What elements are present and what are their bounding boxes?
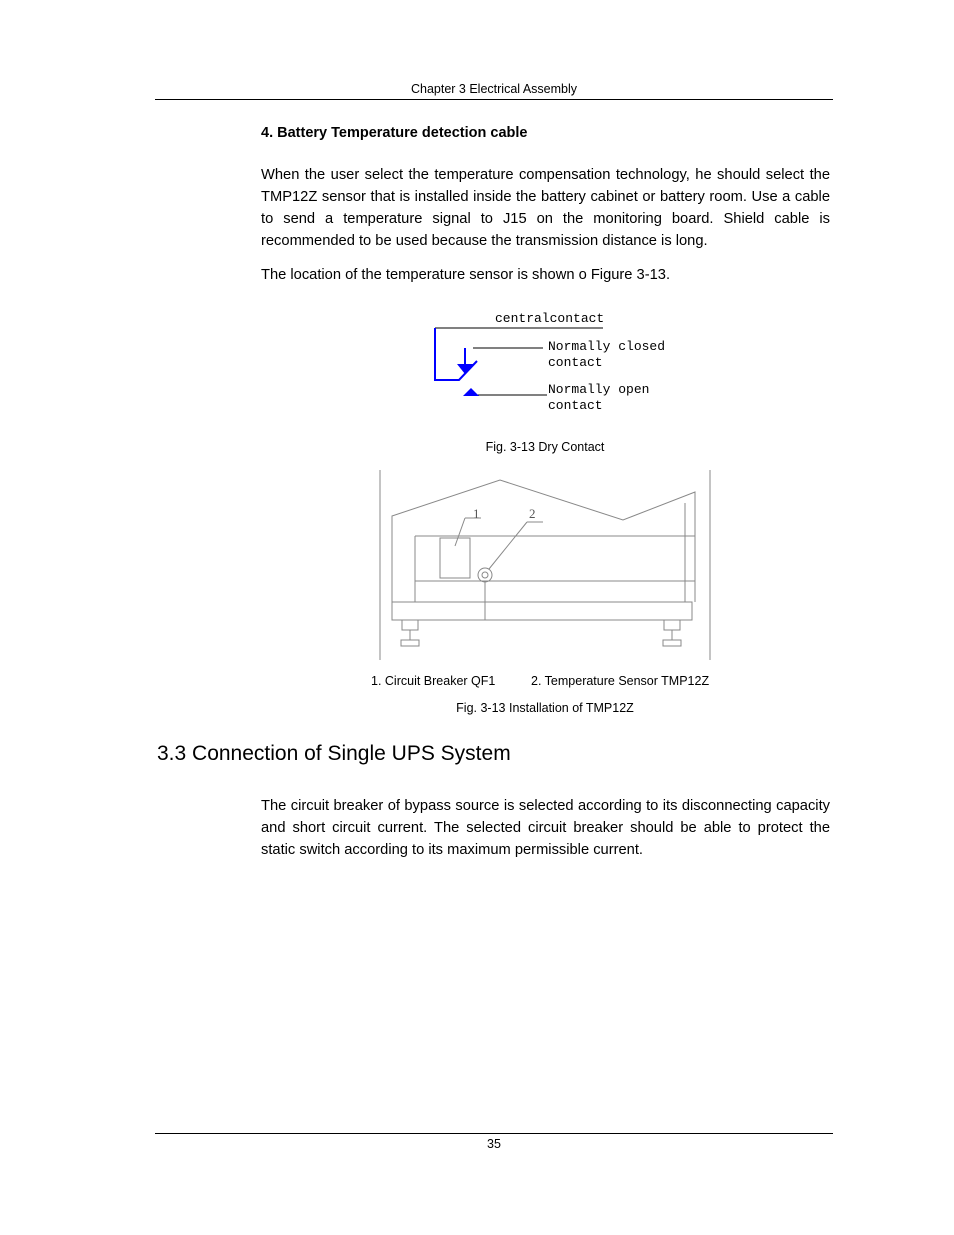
legend-temperature-sensor: 2. Temperature Sensor TMP12Z [531, 674, 710, 688]
temperature-sensor-tmp12z [478, 568, 492, 582]
section-heading-single-ups: 3.3 Connection of Single UPS System [157, 742, 511, 765]
page-number: 35 [487, 1137, 501, 1151]
section-heading-battery-cable: 4. Battery Temperature detection cable [261, 125, 528, 141]
footer-rule [155, 1133, 833, 1134]
central-contact-label: centralcontact [495, 311, 605, 326]
no-label-line1: Normally open [548, 382, 650, 397]
callout-1-leader [455, 518, 465, 546]
header-rule [155, 99, 833, 100]
switch-arm [435, 328, 477, 380]
right-foot-mount [664, 620, 680, 630]
paragraph-sensor-location: The location of the temperature sensor is shown o Figure 3-13. [261, 267, 671, 283]
paragraph-bypass-breaker: The circuit breaker of bypass source is selected according to its disconnecting capacity and short circuit current. The selected circuit breaker should be able to protect the static switch according to its maximum permissible current. [261, 798, 830, 858]
left-foot-mount [402, 620, 418, 630]
tmp12z-installation-drawing [375, 468, 715, 668]
nc-label-line2: contact [548, 355, 603, 370]
legend-circuit-breaker: 1. Circuit Breaker QF1 [371, 674, 496, 688]
cabinet-base [392, 602, 692, 620]
callout-1-label: 1 [473, 506, 480, 521]
sensor-inner-ring [482, 572, 488, 578]
nc-label-line1: Normally closed [548, 339, 666, 354]
circuit-breaker-qf1 [440, 538, 470, 578]
cabinet-roof-outline [392, 480, 695, 602]
figure-caption-installation: Fig. 3-13 Installation of TMP12Z [456, 701, 634, 715]
running-header: Chapter 3 Electrical Assembly [410, 82, 578, 96]
callout-2-leader [489, 522, 527, 569]
no-contact-marker [463, 388, 479, 396]
no-label-line2: contact [548, 398, 603, 413]
figure-caption-dry-contact: Fig. 3-13 Dry Contact [485, 440, 605, 454]
left-foot-pad [401, 640, 419, 646]
right-foot-pad [663, 640, 681, 646]
callout-2-label: 2 [529, 506, 536, 521]
paragraph-temperature-compensation: When the user select the temperature compensation technology, he should select the TMP12Z sensor that is installed inside the battery cabinet or battery room. Use a cable to send a temperature signal to J15 on the monitoring board. Shield cable is recommended to be used because the transmission distance is long. [261, 167, 830, 249]
